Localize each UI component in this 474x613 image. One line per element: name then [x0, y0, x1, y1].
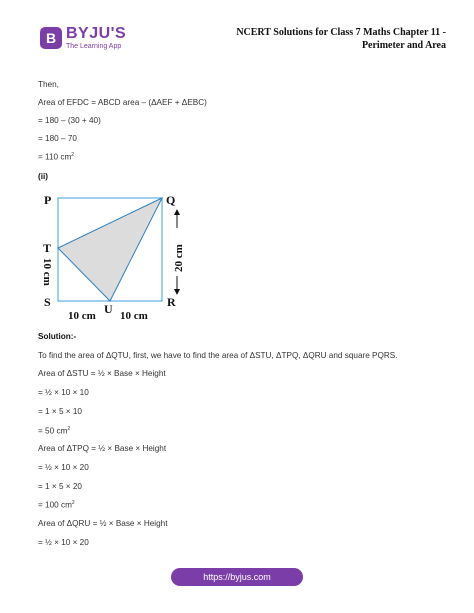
byjus-logo-mark: B: [40, 27, 62, 49]
area-tpq-formula: Area of ΔTPQ = ½ × Base × Height: [38, 444, 167, 453]
label-q: Q: [166, 193, 176, 207]
area-stu-formula: Area of ΔSTU = ½ × Base × Height: [38, 369, 166, 378]
logo-tagline: The Learning App: [66, 43, 122, 50]
text-step-2: = 180 – 70: [38, 134, 77, 143]
dim-bottom-right: 10 cm: [120, 310, 148, 322]
dim-left-10cm: 10 cm: [41, 258, 53, 286]
area-tpq-step-1: = ½ × 10 × 20: [38, 463, 89, 472]
solution-intro: To find the area of ΔQTU, first, we have to find the area of ΔSTU, ΔTPQ, ΔQRU and square PQRS.: [38, 351, 398, 360]
geometry-figure: [36, 188, 196, 324]
title-line-1: NCERT Solutions for Class 7 Maths Chapter 11 -: [236, 27, 446, 38]
title-line-2: Perimeter and Area: [361, 40, 446, 51]
dim-right-20cm: 20 cm: [173, 244, 185, 272]
area-stu-step-2: = 1 × 5 × 10: [38, 407, 82, 416]
text-step-1: = 180 – (30 + 40): [38, 116, 101, 125]
logo-name: BYJU'S: [66, 25, 127, 42]
area-tpq-result: = 100 $cm^2$: [38, 500, 75, 510]
area-stu-step-1: = ½ × 10 × 10: [38, 388, 89, 397]
label-t: T: [43, 241, 52, 255]
text-area-efdc: Area of EFDC = ABCD area – (ΔAEF + ΔEBC): [38, 98, 207, 107]
label-u: U: [104, 302, 113, 316]
solution-heading: Solution:-: [38, 332, 77, 341]
part-label: (ii): [38, 172, 49, 181]
label-s: S: [44, 295, 51, 309]
page-title: [226, 26, 446, 52]
area-qru-formula: Area of ΔQRU = ½ × Base × Height: [38, 519, 168, 528]
arrow-up-head: [174, 209, 180, 215]
byjus-logo: [40, 24, 126, 52]
area-stu-result: = 50 $cm^2$: [38, 426, 71, 436]
label-p: P: [44, 193, 52, 207]
text-step-3: = 110 $cm^2$: [38, 152, 75, 162]
area-tpq-step-2: = 1 × 5 × 20: [38, 482, 82, 491]
label-r: R: [167, 295, 176, 309]
area-qru-step-1: = ½ × 10 × 20: [38, 538, 89, 547]
triangle-qtu: [58, 198, 162, 301]
dim-bottom-left: 10 cm: [68, 310, 96, 322]
footer-url-link[interactable]: https://byjus.com: [171, 568, 303, 586]
text-then: Then,: [38, 80, 59, 89]
